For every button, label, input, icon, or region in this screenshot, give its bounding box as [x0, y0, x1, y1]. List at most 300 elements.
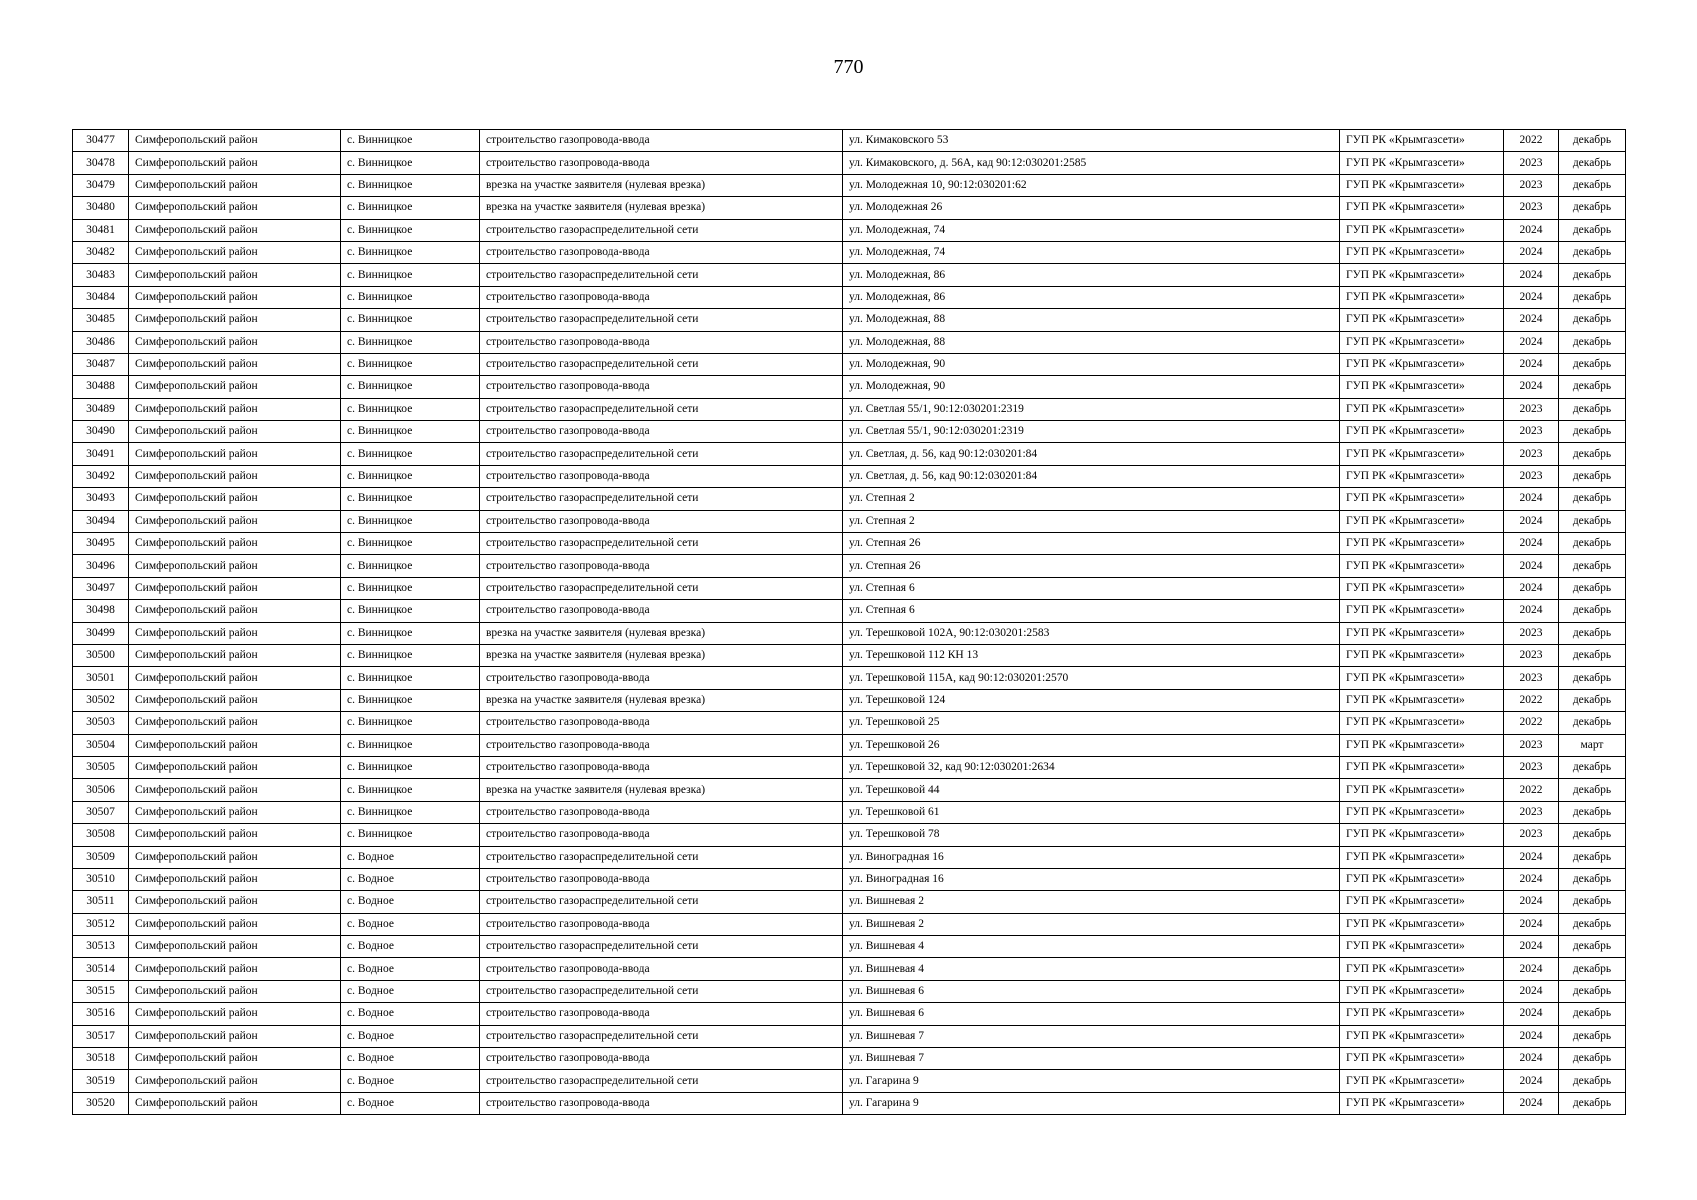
table-row: [73, 577, 1626, 599]
address-cell: ул. Степная 26: [843, 533, 1340, 555]
year-cell: 2024: [1504, 331, 1559, 353]
work-type-cell: строительство газопровода-ввода: [480, 130, 843, 152]
month-cell: декабрь: [1559, 130, 1626, 152]
settlement-cell: с. Винницкое: [341, 286, 480, 308]
year-cell: 2022: [1504, 130, 1559, 152]
month-cell: декабрь: [1559, 779, 1626, 801]
district-cell: Симферопольский район: [129, 398, 341, 420]
year-cell: 2024: [1504, 1025, 1559, 1047]
row-number-cell: 30485: [73, 309, 129, 331]
row-number-cell: 30517: [73, 1025, 129, 1047]
month-cell: декабрь: [1559, 756, 1626, 778]
settlement-cell: с. Винницкое: [341, 152, 480, 174]
address-cell: ул. Молодежная 10, 90:12:030201:62: [843, 174, 1340, 196]
work-type-cell: строительство газопровода-ввода: [480, 1003, 843, 1025]
organization-cell: ГУП РК «Крымгазсети»: [1340, 779, 1504, 801]
district-cell: Симферопольский район: [129, 152, 341, 174]
organization-cell: ГУП РК «Крымгазсети»: [1340, 398, 1504, 420]
row-number-cell: 30511: [73, 891, 129, 913]
row-number-cell: 30510: [73, 868, 129, 890]
address-cell: ул. Степная 6: [843, 600, 1340, 622]
work-type-cell: строительство газораспределительной сети: [480, 533, 843, 555]
month-cell: декабрь: [1559, 264, 1626, 286]
district-cell: Симферопольский район: [129, 555, 341, 577]
year-cell: 2022: [1504, 712, 1559, 734]
district-cell: Симферопольский район: [129, 219, 341, 241]
work-type-cell: строительство газопровода-ввода: [480, 1048, 843, 1070]
month-cell: декабрь: [1559, 600, 1626, 622]
year-cell: 2023: [1504, 622, 1559, 644]
district-cell: Симферопольский район: [129, 264, 341, 286]
organization-cell: ГУП РК «Крымгазсети»: [1340, 309, 1504, 331]
work-type-cell: строительство газопровода-ввода: [480, 510, 843, 532]
row-number-cell: 30509: [73, 846, 129, 868]
row-number-cell: 30493: [73, 488, 129, 510]
row-number-cell: 30486: [73, 331, 129, 353]
year-cell: 2024: [1504, 286, 1559, 308]
table-row: [73, 130, 1626, 152]
district-cell: Симферопольский район: [129, 958, 341, 980]
address-cell: ул. Степная 6: [843, 577, 1340, 599]
year-cell: 2024: [1504, 376, 1559, 398]
row-number-cell: 30513: [73, 936, 129, 958]
table-row: [73, 443, 1626, 465]
year-cell: 2023: [1504, 197, 1559, 219]
settlement-cell: с. Винницкое: [341, 801, 480, 823]
organization-cell: ГУП РК «Крымгазсети»: [1340, 376, 1504, 398]
table-row: [73, 1003, 1626, 1025]
month-cell: декабрь: [1559, 824, 1626, 846]
row-number-cell: 30519: [73, 1070, 129, 1092]
year-cell: 2023: [1504, 824, 1559, 846]
work-type-cell: строительство газопровода-ввода: [480, 868, 843, 890]
settlement-cell: с. Водное: [341, 891, 480, 913]
row-number-cell: 30487: [73, 353, 129, 375]
work-type-cell: строительство газораспределительной сети: [480, 1070, 843, 1092]
month-cell: декабрь: [1559, 958, 1626, 980]
settlement-cell: с. Винницкое: [341, 174, 480, 196]
table-row: [73, 398, 1626, 420]
month-cell: март: [1559, 734, 1626, 756]
table-row: [73, 331, 1626, 353]
settlement-cell: с. Винницкое: [341, 331, 480, 353]
table-row: [73, 1092, 1626, 1114]
page-number: 770: [833, 56, 864, 78]
row-number-cell: 30497: [73, 577, 129, 599]
settlement-cell: с. Винницкое: [341, 555, 480, 577]
row-number-cell: 30500: [73, 644, 129, 666]
row-number-cell: 30515: [73, 980, 129, 1002]
address-cell: ул. Терешковой 25: [843, 712, 1340, 734]
settlement-cell: с. Винницкое: [341, 421, 480, 443]
address-cell: ул. Вишневая 7: [843, 1025, 1340, 1047]
month-cell: декабрь: [1559, 577, 1626, 599]
month-cell: декабрь: [1559, 712, 1626, 734]
table-row: [73, 868, 1626, 890]
address-cell: ул. Терешковой 32, кад 90:12:030201:2634: [843, 756, 1340, 778]
row-number-cell: 30491: [73, 443, 129, 465]
settlement-cell: с. Винницкое: [341, 510, 480, 532]
year-cell: 2024: [1504, 1070, 1559, 1092]
settlement-cell: с. Винницкое: [341, 600, 480, 622]
row-number-cell: 30479: [73, 174, 129, 196]
district-cell: Симферопольский район: [129, 622, 341, 644]
work-type-cell: строительство газораспределительной сети: [480, 309, 843, 331]
row-number-cell: 30516: [73, 1003, 129, 1025]
district-cell: Симферопольский район: [129, 286, 341, 308]
year-cell: 2024: [1504, 555, 1559, 577]
district-cell: Симферопольский район: [129, 644, 341, 666]
organization-cell: ГУП РК «Крымгазсети»: [1340, 712, 1504, 734]
settlement-cell: с. Винницкое: [341, 264, 480, 286]
year-cell: 2023: [1504, 644, 1559, 666]
row-number-cell: 30508: [73, 824, 129, 846]
row-number-cell: 30477: [73, 130, 129, 152]
table-row: [73, 1048, 1626, 1070]
organization-cell: ГУП РК «Крымгазсети»: [1340, 421, 1504, 443]
row-number-cell: 30501: [73, 667, 129, 689]
address-cell: ул. Вишневая 7: [843, 1048, 1340, 1070]
work-type-cell: врезка на участке заявителя (нулевая врезка): [480, 174, 843, 196]
organization-cell: ГУП РК «Крымгазсети»: [1340, 622, 1504, 644]
month-cell: декабрь: [1559, 197, 1626, 219]
work-type-cell: строительство газопровода-ввода: [480, 331, 843, 353]
settlement-cell: с. Винницкое: [341, 622, 480, 644]
work-type-cell: строительство газопровода-ввода: [480, 421, 843, 443]
district-cell: Симферопольский район: [129, 353, 341, 375]
year-cell: 2024: [1504, 1003, 1559, 1025]
address-cell: ул. Молодежная, 90: [843, 353, 1340, 375]
row-number-cell: 30484: [73, 286, 129, 308]
address-cell: ул. Молодежная, 90: [843, 376, 1340, 398]
district-cell: Симферопольский район: [129, 510, 341, 532]
organization-cell: ГУП РК «Крымгазсети»: [1340, 734, 1504, 756]
table-row: [73, 533, 1626, 555]
work-type-cell: врезка на участке заявителя (нулевая врезка): [480, 622, 843, 644]
year-cell: 2023: [1504, 756, 1559, 778]
month-cell: декабрь: [1559, 488, 1626, 510]
work-type-cell: строительство газопровода-ввода: [480, 600, 843, 622]
address-cell: ул. Светлая 55/1, 90:12:030201:2319: [843, 398, 1340, 420]
year-cell: 2023: [1504, 465, 1559, 487]
work-type-cell: врезка на участке заявителя (нулевая врезка): [480, 197, 843, 219]
row-number-cell: 30481: [73, 219, 129, 241]
year-cell: 2024: [1504, 309, 1559, 331]
district-cell: Симферопольский район: [129, 868, 341, 890]
district-cell: Симферопольский район: [129, 533, 341, 555]
table-row: [73, 376, 1626, 398]
row-number-cell: 30505: [73, 756, 129, 778]
month-cell: декабрь: [1559, 152, 1626, 174]
month-cell: декабрь: [1559, 936, 1626, 958]
table-row: [73, 958, 1626, 980]
table-row: [73, 465, 1626, 487]
organization-cell: ГУП РК «Крымгазсети»: [1340, 891, 1504, 913]
work-type-cell: строительство газораспределительной сети: [480, 1025, 843, 1047]
work-type-cell: строительство газораспределительной сети: [480, 846, 843, 868]
settlement-cell: с. Винницкое: [341, 488, 480, 510]
settlement-cell: с. Водное: [341, 958, 480, 980]
address-cell: ул. Светлая, д. 56, кад 90:12:030201:84: [843, 465, 1340, 487]
settlement-cell: с. Винницкое: [341, 443, 480, 465]
year-cell: 2024: [1504, 264, 1559, 286]
district-cell: Симферопольский район: [129, 1025, 341, 1047]
address-cell: ул. Вишневая 2: [843, 913, 1340, 935]
organization-cell: ГУП РК «Крымгазсети»: [1340, 958, 1504, 980]
district-cell: Симферопольский район: [129, 1048, 341, 1070]
table-row: [73, 622, 1626, 644]
year-cell: 2024: [1504, 913, 1559, 935]
month-cell: декабрь: [1559, 622, 1626, 644]
organization-cell: ГУП РК «Крымгазсети»: [1340, 936, 1504, 958]
table-row: [73, 1025, 1626, 1047]
district-cell: Симферопольский район: [129, 689, 341, 711]
work-type-cell: строительство газораспределительной сети: [480, 353, 843, 375]
organization-cell: ГУП РК «Крымгазсети»: [1340, 577, 1504, 599]
table-row: [73, 555, 1626, 577]
table-row: [73, 152, 1626, 174]
year-cell: 2024: [1504, 600, 1559, 622]
district-cell: Симферопольский район: [129, 913, 341, 935]
district-cell: Симферопольский район: [129, 331, 341, 353]
month-cell: декабрь: [1559, 286, 1626, 308]
organization-cell: ГУП РК «Крымгазсети»: [1340, 555, 1504, 577]
table-row: [73, 980, 1626, 1002]
work-type-cell: строительство газораспределительной сети: [480, 980, 843, 1002]
year-cell: 2024: [1504, 1092, 1559, 1114]
year-cell: 2024: [1504, 577, 1559, 599]
month-cell: декабрь: [1559, 398, 1626, 420]
row-number-cell: 30480: [73, 197, 129, 219]
settlement-cell: с. Водное: [341, 868, 480, 890]
settlement-cell: с. Винницкое: [341, 734, 480, 756]
work-type-cell: строительство газопровода-ввода: [480, 465, 843, 487]
organization-cell: ГУП РК «Крымгазсети»: [1340, 510, 1504, 532]
month-cell: декабрь: [1559, 868, 1626, 890]
table-row: [73, 824, 1626, 846]
district-cell: Симферопольский район: [129, 130, 341, 152]
month-cell: декабрь: [1559, 533, 1626, 555]
row-number-cell: 30482: [73, 241, 129, 263]
table-row: [73, 644, 1626, 666]
address-cell: ул. Молодежная, 74: [843, 241, 1340, 263]
table-row: [73, 286, 1626, 308]
address-cell: ул. Виноградная 16: [843, 868, 1340, 890]
address-cell: ул. Терешковой 44: [843, 779, 1340, 801]
table-row: [73, 1070, 1626, 1092]
district-cell: Симферопольский район: [129, 846, 341, 868]
address-cell: ул. Гагарина 9: [843, 1092, 1340, 1114]
district-cell: Симферопольский район: [129, 891, 341, 913]
address-cell: ул. Молодежная, 86: [843, 264, 1340, 286]
address-cell: ул. Молодежная, 86: [843, 286, 1340, 308]
table-row: [73, 241, 1626, 263]
work-type-cell: врезка на участке заявителя (нулевая врезка): [480, 644, 843, 666]
district-cell: Симферопольский район: [129, 577, 341, 599]
work-type-cell: строительство газораспределительной сети: [480, 443, 843, 465]
district-cell: Симферопольский район: [129, 734, 341, 756]
settlement-cell: с. Водное: [341, 1092, 480, 1114]
settlement-cell: с. Винницкое: [341, 779, 480, 801]
row-number-cell: 30514: [73, 958, 129, 980]
year-cell: 2023: [1504, 398, 1559, 420]
district-cell: Симферопольский район: [129, 174, 341, 196]
work-type-cell: строительство газораспределительной сети: [480, 264, 843, 286]
district-cell: Симферопольский район: [129, 376, 341, 398]
organization-cell: ГУП РК «Крымгазсети»: [1340, 868, 1504, 890]
address-cell: ул. Молодежная, 88: [843, 331, 1340, 353]
organization-cell: ГУП РК «Крымгазсети»: [1340, 824, 1504, 846]
address-cell: ул. Терешковой 102А, 90:12:030201:2583: [843, 622, 1340, 644]
district-cell: Симферопольский район: [129, 443, 341, 465]
registry-table: [72, 129, 1626, 1115]
settlement-cell: с. Винницкое: [341, 376, 480, 398]
row-number-cell: 30489: [73, 398, 129, 420]
year-cell: 2024: [1504, 533, 1559, 555]
organization-cell: ГУП РК «Крымгазсети»: [1340, 980, 1504, 1002]
work-type-cell: строительство газопровода-ввода: [480, 913, 843, 935]
settlement-cell: с. Винницкое: [341, 667, 480, 689]
address-cell: ул. Терешковой 115А, кад 90:12:030201:2570: [843, 667, 1340, 689]
table-row: [73, 667, 1626, 689]
work-type-cell: строительство газопровода-ввода: [480, 756, 843, 778]
year-cell: 2024: [1504, 868, 1559, 890]
month-cell: декабрь: [1559, 913, 1626, 935]
settlement-cell: с. Винницкое: [341, 309, 480, 331]
organization-cell: ГУП РК «Крымгазсети»: [1340, 353, 1504, 375]
work-type-cell: строительство газопровода-ввода: [480, 824, 843, 846]
table-row: [73, 712, 1626, 734]
row-number-cell: 30495: [73, 533, 129, 555]
district-cell: Симферопольский район: [129, 488, 341, 510]
organization-cell: ГУП РК «Крымгазсети»: [1340, 1092, 1504, 1114]
settlement-cell: с. Винницкое: [341, 465, 480, 487]
row-number-cell: 30503: [73, 712, 129, 734]
district-cell: Симферопольский район: [129, 980, 341, 1002]
row-number-cell: 30520: [73, 1092, 129, 1114]
organization-cell: ГУП РК «Крымгазсети»: [1340, 1048, 1504, 1070]
settlement-cell: с. Винницкое: [341, 353, 480, 375]
month-cell: декабрь: [1559, 689, 1626, 711]
row-number-cell: 30506: [73, 779, 129, 801]
address-cell: ул. Степная 2: [843, 510, 1340, 532]
organization-cell: ГУП РК «Крымгазсети»: [1340, 286, 1504, 308]
row-number-cell: 30507: [73, 801, 129, 823]
table-row: [73, 510, 1626, 532]
organization-cell: ГУП РК «Крымгазсети»: [1340, 667, 1504, 689]
table-row: [73, 936, 1626, 958]
month-cell: декабрь: [1559, 667, 1626, 689]
table-row: [73, 913, 1626, 935]
settlement-cell: с. Водное: [341, 1003, 480, 1025]
settlement-cell: с. Винницкое: [341, 712, 480, 734]
month-cell: декабрь: [1559, 555, 1626, 577]
organization-cell: ГУП РК «Крымгазсети»: [1340, 488, 1504, 510]
row-number-cell: 30483: [73, 264, 129, 286]
row-number-cell: 30496: [73, 555, 129, 577]
work-type-cell: врезка на участке заявителя (нулевая врезка): [480, 779, 843, 801]
year-cell: 2023: [1504, 443, 1559, 465]
work-type-cell: врезка на участке заявителя (нулевая врезка): [480, 689, 843, 711]
month-cell: декабрь: [1559, 1048, 1626, 1070]
month-cell: декабрь: [1559, 241, 1626, 263]
row-number-cell: 30504: [73, 734, 129, 756]
month-cell: декабрь: [1559, 1070, 1626, 1092]
row-number-cell: 30498: [73, 600, 129, 622]
row-number-cell: 30494: [73, 510, 129, 532]
district-cell: Симферопольский район: [129, 936, 341, 958]
organization-cell: ГУП РК «Крымгазсети»: [1340, 130, 1504, 152]
address-cell: ул. Кимаковского, д. 56А, кад 90:12:030201:2585: [843, 152, 1340, 174]
table-row: [73, 600, 1626, 622]
work-type-cell: строительство газопровода-ввода: [480, 958, 843, 980]
organization-cell: ГУП РК «Крымгазсети»: [1340, 1025, 1504, 1047]
work-type-cell: строительство газораспределительной сети: [480, 488, 843, 510]
table-row: [73, 353, 1626, 375]
table-row: [73, 779, 1626, 801]
year-cell: 2024: [1504, 958, 1559, 980]
organization-cell: ГУП РК «Крымгазсети»: [1340, 913, 1504, 935]
year-cell: 2024: [1504, 936, 1559, 958]
work-type-cell: строительство газораспределительной сети: [480, 936, 843, 958]
settlement-cell: с. Винницкое: [341, 824, 480, 846]
settlement-cell: с. Винницкое: [341, 644, 480, 666]
month-cell: декабрь: [1559, 801, 1626, 823]
year-cell: 2023: [1504, 174, 1559, 196]
work-type-cell: строительство газораспределительной сети: [480, 577, 843, 599]
settlement-cell: с. Водное: [341, 980, 480, 1002]
address-cell: ул. Терешковой 78: [843, 824, 1340, 846]
settlement-cell: с. Водное: [341, 1048, 480, 1070]
table-row: [73, 264, 1626, 286]
work-type-cell: строительство газопровода-ввода: [480, 712, 843, 734]
district-cell: Симферопольский район: [129, 756, 341, 778]
work-type-cell: строительство газопровода-ввода: [480, 801, 843, 823]
organization-cell: ГУП РК «Крымгазсети»: [1340, 443, 1504, 465]
district-cell: Симферопольский район: [129, 667, 341, 689]
settlement-cell: с. Винницкое: [341, 241, 480, 263]
organization-cell: ГУП РК «Крымгазсети»: [1340, 331, 1504, 353]
settlement-cell: с. Винницкое: [341, 756, 480, 778]
settlement-cell: с. Винницкое: [341, 533, 480, 555]
work-type-cell: строительство газопровода-ввода: [480, 286, 843, 308]
settlement-cell: с. Водное: [341, 1070, 480, 1092]
organization-cell: ГУП РК «Крымгазсети»: [1340, 264, 1504, 286]
address-cell: ул. Вишневая 6: [843, 1003, 1340, 1025]
month-cell: декабрь: [1559, 174, 1626, 196]
year-cell: 2024: [1504, 891, 1559, 913]
row-number-cell: 30518: [73, 1048, 129, 1070]
row-number-cell: 30512: [73, 913, 129, 935]
district-cell: Симферопольский район: [129, 309, 341, 331]
settlement-cell: с. Винницкое: [341, 219, 480, 241]
organization-cell: ГУП РК «Крымгазсети»: [1340, 241, 1504, 263]
district-cell: Симферопольский район: [129, 801, 341, 823]
work-type-cell: строительство газопровода-ввода: [480, 555, 843, 577]
address-cell: ул. Молодежная, 88: [843, 309, 1340, 331]
work-type-cell: строительство газопровода-ввода: [480, 1092, 843, 1114]
table-row: [73, 891, 1626, 913]
address-cell: ул. Кимаковского 53: [843, 130, 1340, 152]
address-cell: ул. Вишневая 4: [843, 936, 1340, 958]
work-type-cell: строительство газопровода-ввода: [480, 376, 843, 398]
address-cell: ул. Светлая, д. 56, кад 90:12:030201:84: [843, 443, 1340, 465]
row-number-cell: 30502: [73, 689, 129, 711]
table-row: [73, 219, 1626, 241]
year-cell: 2022: [1504, 689, 1559, 711]
district-cell: Симферопольский район: [129, 421, 341, 443]
district-cell: Симферопольский район: [129, 712, 341, 734]
